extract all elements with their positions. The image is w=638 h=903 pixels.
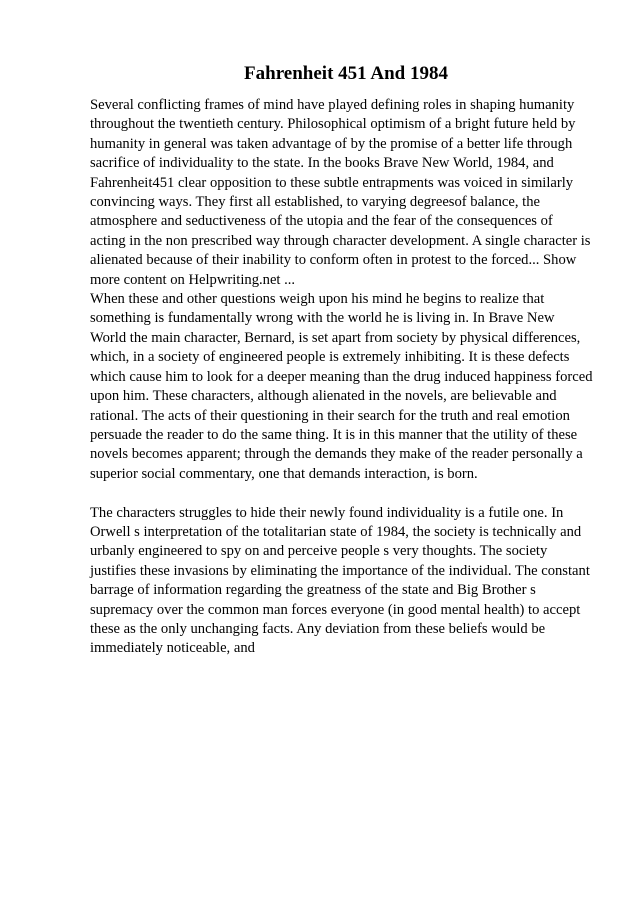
text-line: World the main character, Bernard, is set apart from society by physical differences, — [90, 329, 581, 346]
text-line: humanity in general was taken advantage of by the promise of a better life through — [90, 135, 573, 152]
paragraph-1984 — [90, 504, 602, 659]
text-line: throughout the twentieth century. Philosophical optimism of a bright future held by — [90, 116, 576, 133]
text-line: upon him. These characters, although alienated in the novels, are believable and — [90, 388, 557, 405]
text-line: barrage of information regarding the greatness of the state and Big Brother s — [90, 582, 536, 599]
document-page — [90, 62, 602, 659]
document-title: Fahrenheit 451 And 1984 — [244, 63, 448, 84]
text-line: atmosphere and seductiveness of the utopia and the fear of the consequences of — [90, 213, 553, 230]
text-line: Several conflicting frames of mind have played defining roles in shaping humanity — [90, 97, 575, 113]
text-line: these as the only unchanging facts. Any deviation from these beliefs would be — [90, 620, 546, 637]
text-line: When these and other questions weigh upon his mind he begins to realize that — [90, 291, 545, 308]
text-line: novels becomes apparent; through the demands they make of the reader personally a — [90, 446, 583, 463]
text-line: immediately noticeable, and — [90, 640, 255, 657]
text-line: superior social commentary, one that demands interaction, is born. — [90, 465, 478, 482]
text-line: convincing ways. They first all established, to varying degreesof balance, the — [90, 194, 540, 211]
text-line: acting in the non prescribed way through character development. A single character is — [90, 232, 591, 249]
text-line: which, in a society of engineered people is extremely inhibiting. It is these defects — [90, 349, 570, 366]
text-line: more content on Helpwriting.net ... — [90, 271, 296, 288]
text-line: urbanly engineered to spy on and perceive people s very thoughts. The society — [90, 543, 548, 560]
text-line: justifies these invasions by eliminating the importance of the individual. The constant — [90, 562, 590, 579]
text-line: Fahrenheit451 clear opposition to these subtle entrapments was voiced in similarly — [90, 174, 574, 191]
text-line: The characters struggles to hide their newly found individuality is a futile one. In — [90, 504, 564, 521]
text-line: supremacy over the common man forces everyone (in good mental health) to accept — [90, 601, 581, 618]
text-line: Orwell s interpretation of the totalitarian state of 1984, the society is technically and — [90, 523, 582, 540]
text-line: which cause him to look for a deeper meaning than the drug induced happiness forced — [90, 368, 593, 385]
text-line: something is fundamentally wrong with the world he is living in. In Brave New — [90, 310, 555, 327]
paragraph-gap — [90, 484, 602, 503]
text-line: rational. The acts of their questioning in their search for the truth and real emotion — [90, 407, 570, 424]
text-line: sacrifice of individuality to the state. In the books Brave New World, 1984, and — [90, 155, 554, 172]
text-line: persuade the reader to do the same thing. It is in this manner that the utility of these — [90, 426, 578, 443]
paragraph-brave-new-world — [90, 290, 602, 484]
paragraph-intro — [90, 96, 602, 290]
text-line: alienated because of their inability to conform often in protest to the forced... Show — [90, 252, 577, 269]
